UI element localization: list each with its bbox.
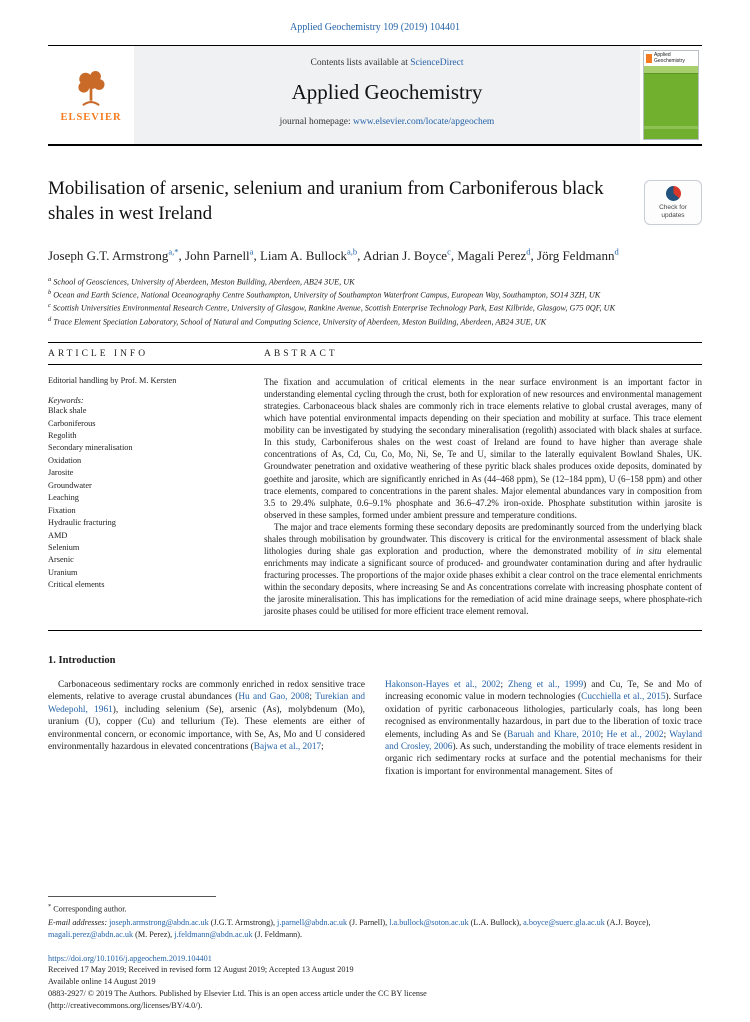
elsevier-tree-icon <box>73 68 109 110</box>
citation-link[interactable]: Turekian and Wedepohl, 1961 <box>48 692 365 715</box>
keyword: Leaching <box>48 493 79 503</box>
citation-link[interactable]: He et al., 2002 <box>606 729 664 740</box>
intro-column-2 <box>385 679 702 778</box>
cover-title: Applied Geochemistry <box>654 52 685 64</box>
author-name: Liam A. Bullock <box>259 248 347 264</box>
text-segment: ; <box>600 729 607 740</box>
citation-link[interactable]: Wayland and Crosley, 2006 <box>385 729 702 752</box>
affiliation-text: School of Geosciences, University of Aberdeen, Meston Building, Aberdeen, AB24 3UE, UK <box>53 277 355 287</box>
check-for-updates-badge[interactable] <box>644 180 702 225</box>
elsevier-wordmark: ELSEVIER <box>60 111 122 123</box>
affiliation <box>48 301 702 314</box>
text-segment: ; <box>321 741 324 752</box>
text-segment: (M. Perez), <box>133 930 175 940</box>
intro-column-1 <box>48 679 365 778</box>
affiliation-sup: a <box>48 275 52 283</box>
keyword: Black shale <box>48 406 87 416</box>
footnote-star: * <box>48 903 52 911</box>
received-dates: Received 17 May 2019; Received in revised form 12 August 2019; Accepted 13 August 2019 <box>48 965 354 975</box>
author-affiliation-sup[interactable]: a <box>249 246 254 257</box>
email-link[interactable]: a.boyce@suerc.gla.ac.uk <box>523 917 605 927</box>
crossmark-icon <box>666 186 681 201</box>
cover-stripe <box>644 126 698 129</box>
affiliation-sup: c <box>48 302 51 310</box>
info-abstract-section <box>48 342 702 631</box>
available-online: Available online 14 August 2019 <box>48 977 156 987</box>
elsevier-logo <box>48 46 134 144</box>
text-segment: (J.G.T. Armstrong), <box>208 917 278 927</box>
text-segment: ), including selenium (Se), arsenic (As), molybdenum (Mo), uranium (U), copper (Cu) and tellurium (Te). These elements are either of environmental concern, or economic importance, with Se, As, Mo and U considered environmentally hazardous in elevated concentrations ( <box>48 704 365 752</box>
author-name: Adrian J. Boyce <box>362 248 448 264</box>
text-segment: Carbonaceous sedimentary rocks are commonly enriched in redox sensitive trace elements, relative to average crustal abundances ( <box>48 680 365 703</box>
article-info-heading: ARTICLE INFO <box>48 349 149 360</box>
keyword: Hydraulic fracturing <box>48 518 116 528</box>
author <box>537 248 619 263</box>
doi-link[interactable]: https://doi.org/10.1016/j.apgeochem.2019.104401 <box>48 953 212 963</box>
text-segment: (J. Parnell), <box>347 917 390 927</box>
affiliation <box>48 315 702 328</box>
keyword: AMD <box>48 530 68 540</box>
email-link[interactable]: j.parnell@abdn.ac.uk <box>277 917 348 927</box>
badge-label: Check for updates <box>659 204 687 220</box>
keyword: Selenium <box>48 542 80 552</box>
footnote-rule <box>48 896 216 897</box>
journal-masthead <box>48 45 702 146</box>
author <box>363 248 457 263</box>
email-link[interactable]: magali.perez@abdn.ac.uk <box>48 930 134 940</box>
text-segment: in situ <box>636 545 662 556</box>
contents-line <box>142 58 632 68</box>
affiliation-text: Trace Element Speciation Laboratory, School of Natural and Computing Science, University of Aberdeen, Meston Building, Aberdeen, AB24 3UE, UK <box>53 317 547 327</box>
text-segment: (J. Feldmann). <box>252 930 303 940</box>
affiliation-sup: d <box>48 315 52 323</box>
citation-link[interactable]: Zheng et al., 1999 <box>507 680 584 691</box>
author-affiliation-sup[interactable]: d <box>526 246 531 257</box>
keyword: Jarosite <box>48 468 74 478</box>
affiliation <box>48 288 702 301</box>
homepage-link[interactable]: www.elsevier.com/locate/apgeochem <box>353 117 495 127</box>
text-segment: ). As such, understanding the mobility of trace elements resident in organic rich sedimentary rocks at surface and the potential mechanisms for their fixation is important for environmental management. Sites of <box>385 741 702 777</box>
text-segment: ; <box>309 692 316 703</box>
keyword: Uranium <box>48 567 78 577</box>
keyword: Carboniferous <box>48 418 96 428</box>
keyword: Regolith <box>48 431 77 441</box>
keyword: Groundwater <box>48 480 92 490</box>
email-link[interactable]: joseph.armstrong@abdn.ac.uk <box>109 917 209 927</box>
affiliation <box>48 275 702 288</box>
author-affiliation-sup[interactable]: d <box>614 246 619 257</box>
journal-title: Applied Geochemistry <box>291 80 483 104</box>
cover-art <box>644 73 698 139</box>
affiliation-text: Ocean and Earth Science, National Oceanography Centre Southampton, University of Southampton Waterfront Campus, European Way, Southampton, SO14 3ZH, UK <box>53 290 601 300</box>
cover-header <box>644 51 698 66</box>
keyword: Fixation <box>48 505 76 515</box>
copyright-line: 0883-2927/ © 2019 The Authors. Published by Elsevier Ltd. This is an open access article under the CC BY license <box>48 989 427 999</box>
cover-band <box>644 66 698 73</box>
journal-cover-thumbnail[interactable] <box>643 50 699 140</box>
keyword: Critical elements <box>48 580 105 590</box>
author-separator: , <box>253 248 260 264</box>
author-separator: , <box>450 248 458 264</box>
license-line: (http://creativecommons.org/licenses/BY/4.0/). <box>48 1001 203 1011</box>
article-info-column <box>48 376 240 617</box>
author-separator: , <box>357 248 363 264</box>
intro-heading: 1. Introduction <box>48 655 116 667</box>
affiliations <box>48 275 702 329</box>
affiliation-text: Scottish Universities Environmental Research Centre, University of Glasgow, Rankine Avenue, Scottish Enterprise Technology Park, East Kilbride, Glasgow, G75 0QF, UK <box>52 304 616 314</box>
author-affiliation-sup[interactable]: a,b <box>346 246 358 257</box>
sciencedirect-link[interactable]: ScienceDirect <box>410 58 464 68</box>
citation-link[interactable]: Baruah and Khare, 2010 <box>507 729 601 740</box>
author-name: Magali Perez <box>457 248 527 264</box>
title-row <box>48 176 702 226</box>
citation-link[interactable]: Hu and Gao, 2008 <box>238 692 310 703</box>
citation-link[interactable]: Cucchiella et al., 2015 <box>581 692 666 703</box>
email-link[interactable]: l.a.bullock@soton.ac.uk <box>389 917 469 927</box>
author-affiliation-sup[interactable]: a,* <box>168 246 179 257</box>
abstract-column <box>264 376 702 617</box>
text-segment: ; <box>663 729 670 740</box>
abstract-paragraph-2 <box>264 521 702 617</box>
email-link[interactable]: j.feldmann@abdn.ac.uk <box>174 930 253 940</box>
corresponding-text: Corresponding author. <box>51 905 127 915</box>
citation-link[interactable]: Hakonson-Hayes et al., 2002 <box>385 680 501 691</box>
abstract-paragraph-1: The fixation and accumulation of critical elements in the near surface environment is an important factor in understanding elemental cycling through the crust, both for exploration of new resources and environmental management strategies. Carbonaceous black shales are commonly rich in trace elements relative to global crustal averages, many of which have potential environmental impacts depending on their speciation and mobility at surface. This trace element mobility can be investigated by studying the secondary mineralisation (regolith) associated with black shales at surface. In this study, Carboniferous shales on the west coast of Ireland are found to have higher than average shale concentrations of As, Cd, Cu, Co, Mo, Ni, Se, Te and U, similar to the laterally equivalent Bowland Shales, UK. Groundwater penetration and oxidative weathering of these pyritic black shales produces oxide deposits, dominated by goethite and jarosite, which are significantly enriched in As (44–468 ppm), Se (12–184 ppm), U (6–158 ppm) and other trace elements, compared to concentrations in the parent shales. Major elemental abundances vary in composition from 3.5 to 29.4% sulphate, 0.6–9.1% phosphate and 36.6–47.2% iron-oxide. Phosphate substitution within jarosite is observed in these samples, formed under ambient pressure and temperature conditions. <box>264 377 702 520</box>
citation-link[interactable]: Bajwa et al., 2017 <box>253 741 322 752</box>
section-headers <box>48 343 702 365</box>
author <box>260 248 363 263</box>
article-title: Mobilisation of arsenic, selenium and uranium from Carboniferous black shales in west Ireland <box>48 178 604 225</box>
section-body <box>48 365 702 631</box>
text-segment: The major and trace elements forming these secondary deposits are predominantly sourced from the underlying black shales through mobilisation by groundwater. This discovery is critical for the environmental assessment of black shale lithologies during shale gas exploration and production, where the demonstrated mobility of <box>264 521 702 556</box>
author-separator: , <box>530 248 538 264</box>
keyword: Oxidation <box>48 455 82 465</box>
text-segment: elemental enrichments may indicate a significant source of produced- and groundwater contamination during and after hydraulic fracturing processes. The proportions of the major oxide phases exhibit a clear control on the trace elemental enrichments within the secondary deposits, where increasing Se and As concentrations correlate with increasing phosphate content of the jarosite mineralisation. This has implications for the remediation of acid mine drainage seeps, where phosphate-rich jarosite phases could be utilised for more efficient trace element removal. <box>264 545 702 617</box>
text-segment: (L.A. Bullock), <box>468 917 524 927</box>
author-name: John Parnell <box>185 248 250 264</box>
text-segment: ). Surface oxidation of pyritic carbonaceous lithologies, particularly coals, has long been recognised as environmentally hazardous, in part due to the liberation of toxic trace elements, including As and Se ( <box>385 692 702 740</box>
keywords-list <box>48 405 240 592</box>
page-footer <box>48 896 702 1012</box>
author-name: Jörg Feldmann <box>537 248 615 264</box>
contents-prefix: Contents lists available at <box>310 58 411 68</box>
authors-line <box>48 246 702 266</box>
affiliation-sup: b <box>48 289 52 297</box>
email-addresses <box>48 917 702 942</box>
text-segment: ) and Cu, Te, Se and Mo of increasing economic value in modern technologies ( <box>385 680 703 703</box>
introduction-section <box>48 655 702 778</box>
keyword: Arsenic <box>48 555 74 565</box>
cover-publisher-icon <box>646 54 652 63</box>
text-segment: (A.J. Boyce), <box>604 917 651 927</box>
author <box>48 248 185 263</box>
keywords-label: Keywords: <box>48 396 84 406</box>
homepage-prefix: journal homepage: <box>279 117 354 127</box>
text-segment: E-mail addresses: <box>48 917 110 927</box>
page-citation[interactable]: Applied Geochemistry 109 (2019) 104401 <box>290 22 460 33</box>
cover-cell <box>640 46 702 144</box>
author-affiliation-sup[interactable]: c <box>447 246 451 257</box>
author-name: Joseph G.T. Armstrong <box>48 248 169 264</box>
homepage-line <box>142 117 632 127</box>
corresponding-author-note <box>48 902 702 916</box>
author <box>185 248 260 263</box>
masthead-center <box>134 46 640 144</box>
body-columns <box>48 679 702 778</box>
keyword: Secondary mineralisation <box>48 443 133 453</box>
editorial-note: Editorial handling by Prof. M. Kersten <box>48 376 177 386</box>
author <box>457 248 537 263</box>
paper-page <box>0 22 750 1022</box>
abstract-heading: ABSTRACT <box>264 349 338 360</box>
text-segment: ; <box>500 680 508 691</box>
author-separator: , <box>178 248 186 264</box>
